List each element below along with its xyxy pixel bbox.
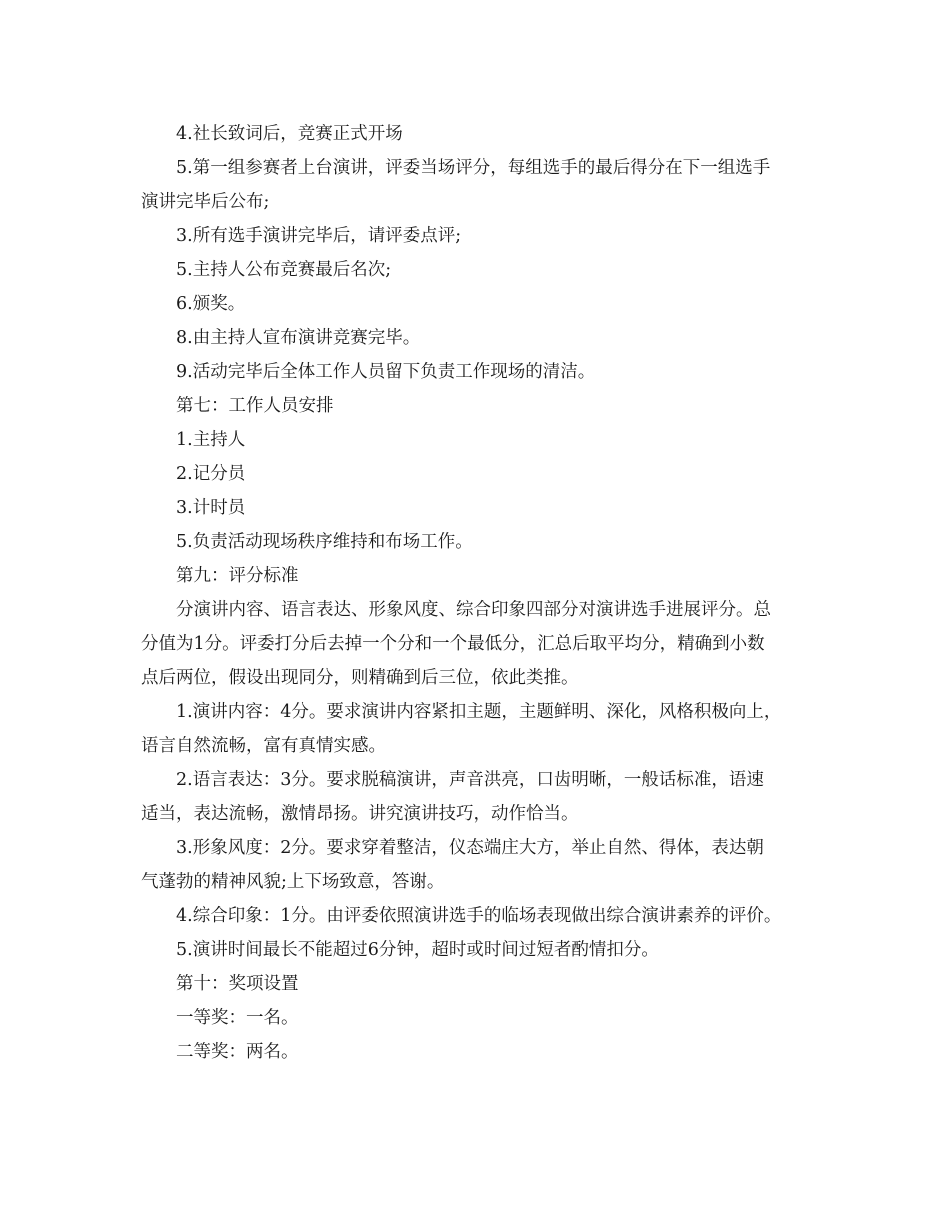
text-line: 3.所有选手演讲完毕后，请评委点评; — [176, 226, 462, 246]
text-line: 6.颁奖。 — [176, 294, 246, 314]
text-line: 5.第一组参赛者上台演讲，评委当场评分，每组选手的最后得分在下一组选手 — [176, 158, 771, 178]
text-line: 8.由主持人宣布演讲竞赛完毕。 — [176, 328, 421, 348]
text-line: 5.演讲时间最长不能超过6分钟，超时或时间过短者酌情扣分。 — [176, 940, 659, 960]
text-line: 2.记分员 — [176, 464, 246, 484]
text-line: 分值为1分。评委打分后去掉一个分和一个最低分，汇总后取平均分，精确到小数 — [141, 634, 765, 654]
text-line: 3.计时员 — [176, 498, 246, 518]
text-line: 5.主持人公布竞赛最后名次; — [176, 260, 392, 280]
text-line: 4.社长致词后，竞赛正式开场 — [176, 124, 403, 144]
text-line: 二等奖：两名。 — [176, 1042, 299, 1062]
section-heading: 第七：工作人员安排 — [176, 396, 334, 416]
section-heading: 第十：奖项设置 — [176, 974, 299, 994]
text-line: 5.负责活动现场秩序维持和布场工作。 — [176, 532, 473, 552]
text-line: 4.综合印象：1分。由评委依照演讲选手的临场表现做出综合演讲素养的评价。 — [176, 906, 782, 926]
text-line: 分演讲内容、语言表达、形象风度、综合印象四部分对演讲选手进展评分。总 — [176, 600, 771, 620]
text-line: 1.演讲内容：4分。要求演讲内容紧扣主题，主题鲜明、深化，风格积极向上， — [176, 702, 782, 722]
text-line: 2.语言表达：3分。要求脱稿演讲，声音洪亮，口齿明晰，一般话标准，语速 — [176, 770, 764, 790]
text-line: 1.主持人 — [176, 430, 246, 450]
text-line: 9.活动完毕后全体工作人员留下负责工作现场的清洁。 — [176, 362, 596, 382]
text-line: 一等奖：一名。 — [176, 1008, 299, 1028]
text-line: 气蓬勃的精神风貌;上下场致意，答谢。 — [141, 872, 445, 892]
text-line: 语言自然流畅，富有真情实感。 — [141, 736, 386, 756]
text-line: 3.形象风度：2分。要求穿着整洁，仪态端庄大方，举止自然、得体，表达朝 — [176, 838, 764, 858]
section-heading: 第九：评分标准 — [176, 566, 299, 586]
text-line: 演讲完毕后公布; — [141, 192, 270, 212]
text-line: 适当，表达流畅，激情昂扬。讲究演讲技巧，动作恰当。 — [141, 804, 579, 824]
document-body — [141, 117, 816, 1069]
text-line: 点后两位，假设出现同分，则精确到后三位，依此类推。 — [141, 668, 579, 688]
